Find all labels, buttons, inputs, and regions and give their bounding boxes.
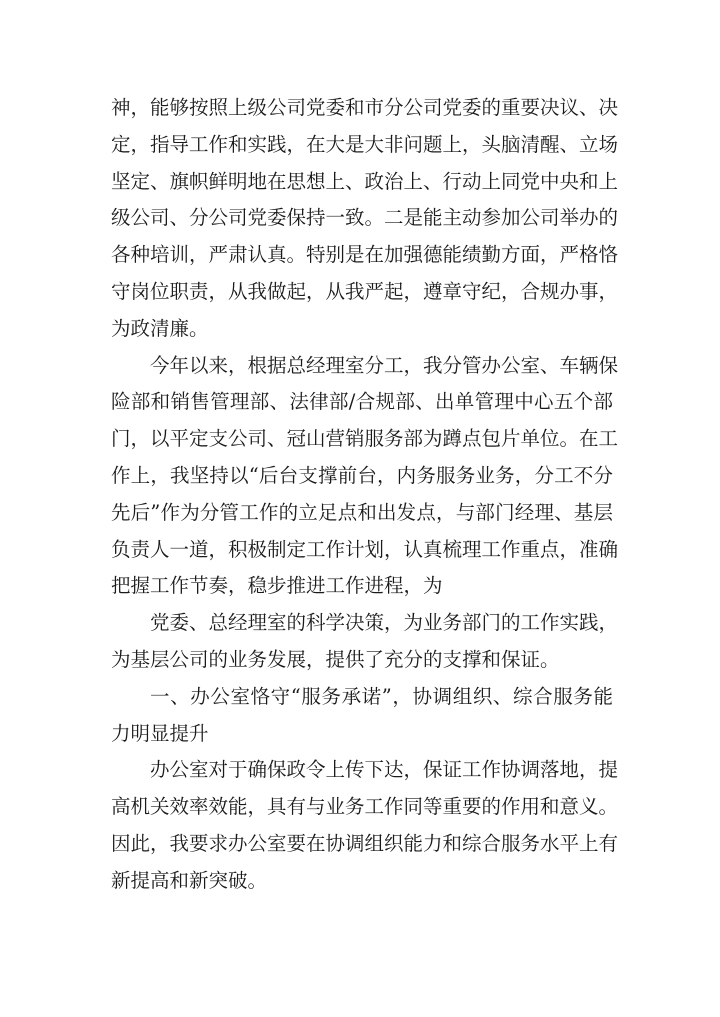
paragraph-5: [111, 752, 619, 899]
text-line: 作上，我坚持以“后台支撑前台，内务服务业务，分工不分: [111, 463, 613, 487]
text-line: 高机关效率效能，具有与业务工作同等重要的作用和意义。: [111, 795, 619, 819]
text-line: 把握工作节奏，稳步推进工作进程，为: [111, 574, 443, 598]
text-line: 为基层公司的业务发展，提供了充分的支撑和保证。: [111, 647, 560, 671]
text-line: 力明显提升: [111, 721, 209, 745]
text-line: 各种培训，严肃认真。特别是在加强德能绩勤方面，严格恪: [111, 243, 619, 267]
text-line: 负责人一道，积极制定工作计划，认真梳理工作重点，准确: [111, 537, 619, 561]
text-line: 因此，我要求办公室要在协调组织能力和综合服务水平上有: [111, 831, 619, 855]
text-line: 一、办公室恪守“服务承诺”，协调组织、综合服务能: [150, 684, 613, 708]
text-line: 险部和销售管理部、法律部/合规部、出单管理中心五个部: [111, 390, 613, 414]
text-line: 办公室对于确保政令上传下达，保证工作协调落地，提: [150, 758, 619, 782]
section-heading-1: [111, 679, 613, 753]
paragraph-1: [111, 90, 619, 348]
text-line: 级公司、分公司党委保持一致。二是能主动参加公司举办的: [111, 206, 619, 230]
text-line: 为政清廉。: [111, 316, 209, 340]
text-line: 门，以平定支公司、冠山营销服务部为蹲点包片单位。在工: [111, 427, 619, 451]
text-line: 守岗位职责，从我做起，从我严起，遵章守纪，合规办事，: [111, 279, 619, 303]
paragraph-2: [111, 348, 619, 606]
paragraph-3: [111, 605, 619, 679]
text-line: 党委、总经理室的科学决策，为业务部门的工作实践，: [150, 611, 619, 635]
text-line: 今年以来，根据总经理室分工，我分管办公室、车辆保: [150, 353, 619, 377]
text-line: 先后”作为分管工作的立足点和出发点，与部门经理、基层: [111, 500, 613, 524]
document-page: [111, 90, 619, 900]
text-line: 新提高和新突破。: [111, 868, 268, 892]
text-line: 定，指导工作和实践，在大是大非问题上，头脑清醒、立场: [111, 132, 619, 156]
text-line: 坚定、旗帜鲜明地在思想上、政治上、行动上同党中央和上: [111, 169, 619, 193]
text-line: 神，能够按照上级公司党委和市分公司党委的重要决议、决: [111, 96, 619, 119]
